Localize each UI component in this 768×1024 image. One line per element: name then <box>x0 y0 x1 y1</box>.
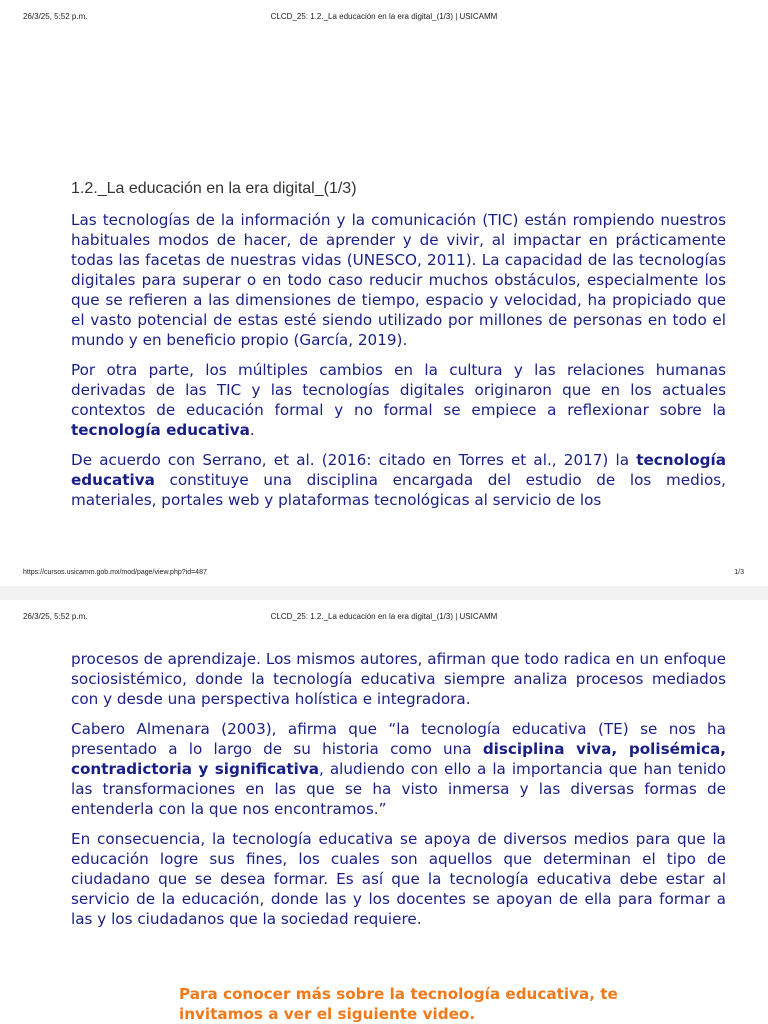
paragraph-3: De acuerdo con Serrano, et al. (2016: citado en Torres et al., 2017) la tecnología educativa constituye una disciplina encargada del estudio de los medios, materiales, portales web y plataformas tecnológicas al servicio de los <box>71 451 726 509</box>
paragraph-4: procesos de aprendizaje. Los mismos autores, afirman que todo radica en un enfoque sociosistémico, donde la tecnología educativa siempre analiza procesos mediados con y desde una perspectiva holística e integradora. <box>71 650 726 708</box>
paragraph-2: Por otra parte, los múltiples cambios en la cultura y las relaciones humanas derivadas de las TIC y las tecnologías digitales originaron que en los actuales contextos de educación formal y no formal se empiece a reflexionar sobre la tecnología educativa. <box>71 361 726 439</box>
section-title: 1.2._La educación en la era digital_(1/3) <box>71 180 357 197</box>
page-separator <box>0 586 768 600</box>
pdf-page-2 <box>0 600 768 1024</box>
header-title: CLCD_25: 1.2._La educación en la era digital_(1/3) | USICAMM <box>270 12 498 21</box>
paragraph-5: Cabero Almenara (2003), afirma que “la tecnología educativa (TE) se nos ha presentado a lo largo de su historia como una disciplina viva, polisémica, contradictoria y significativa, aludiendo con ello a la importancia que han tenido las transformaciones en las que se ha visto inmersa y las diversas formas de entenderla con la que nos encontramos.” <box>71 720 726 818</box>
page-header <box>0 12 768 26</box>
paragraph-6: En consecuencia, la tecnología educativa se apoya de diversos medios para que la educación logre sus fines, los cuales son aquellos que determinan el tipo de ciudadano que se desea formar. Es así que la tecnología educativa debe estar al servicio de la educación, donde las y los docentes se apoyan de ella para formar a las y los ciudadanos que la sociedad requiere. <box>71 830 726 928</box>
page-number: 1/3 <box>734 569 744 576</box>
header-title: CLCD_25: 1.2._La educación en la era digital_(1/3) | USICAMM <box>270 612 498 621</box>
paragraph-1: Las tecnologías de la información y la comunicación (TIC) están rompiendo nuestros habituales modos de hacer, de aprender y de vivir, al impactar en prácticamente todas las facetas de nuestras vidas (UNESCO, 2011). La capacidad de las tecnologías digitales para superar o en todo caso reducir muchos obstáculos, especialmente los que se refieren a las dimensiones de tiempo, espacio y velocidad, ha propiciado que el vasto potencial de estas esté siendo utilizado por millones de personas en todo el mundo y en beneficio propio (García, 2019). <box>71 211 726 349</box>
header-date: 26/3/25, 5:52 p.m. <box>23 12 88 21</box>
bold-term: disciplina viva, polisémica, contradictoria y significativa <box>71 740 726 778</box>
page2-content <box>71 649 726 939</box>
bold-term: tecnología educativa <box>71 451 726 489</box>
video-invitation: Para conocer más sobre la tecnología educativa, te invitamos a ver el siguiente video. <box>179 985 618 1023</box>
page-footer <box>0 569 768 583</box>
page-header <box>0 612 768 626</box>
page1-content <box>71 210 726 520</box>
bold-term: tecnología educativa <box>71 421 250 439</box>
footer-url[interactable]: https://cursos.usicamm.gob.mx/mod/page/view.php?id=487 <box>23 569 207 576</box>
header-date: 26/3/25, 5:52 p.m. <box>23 612 88 621</box>
